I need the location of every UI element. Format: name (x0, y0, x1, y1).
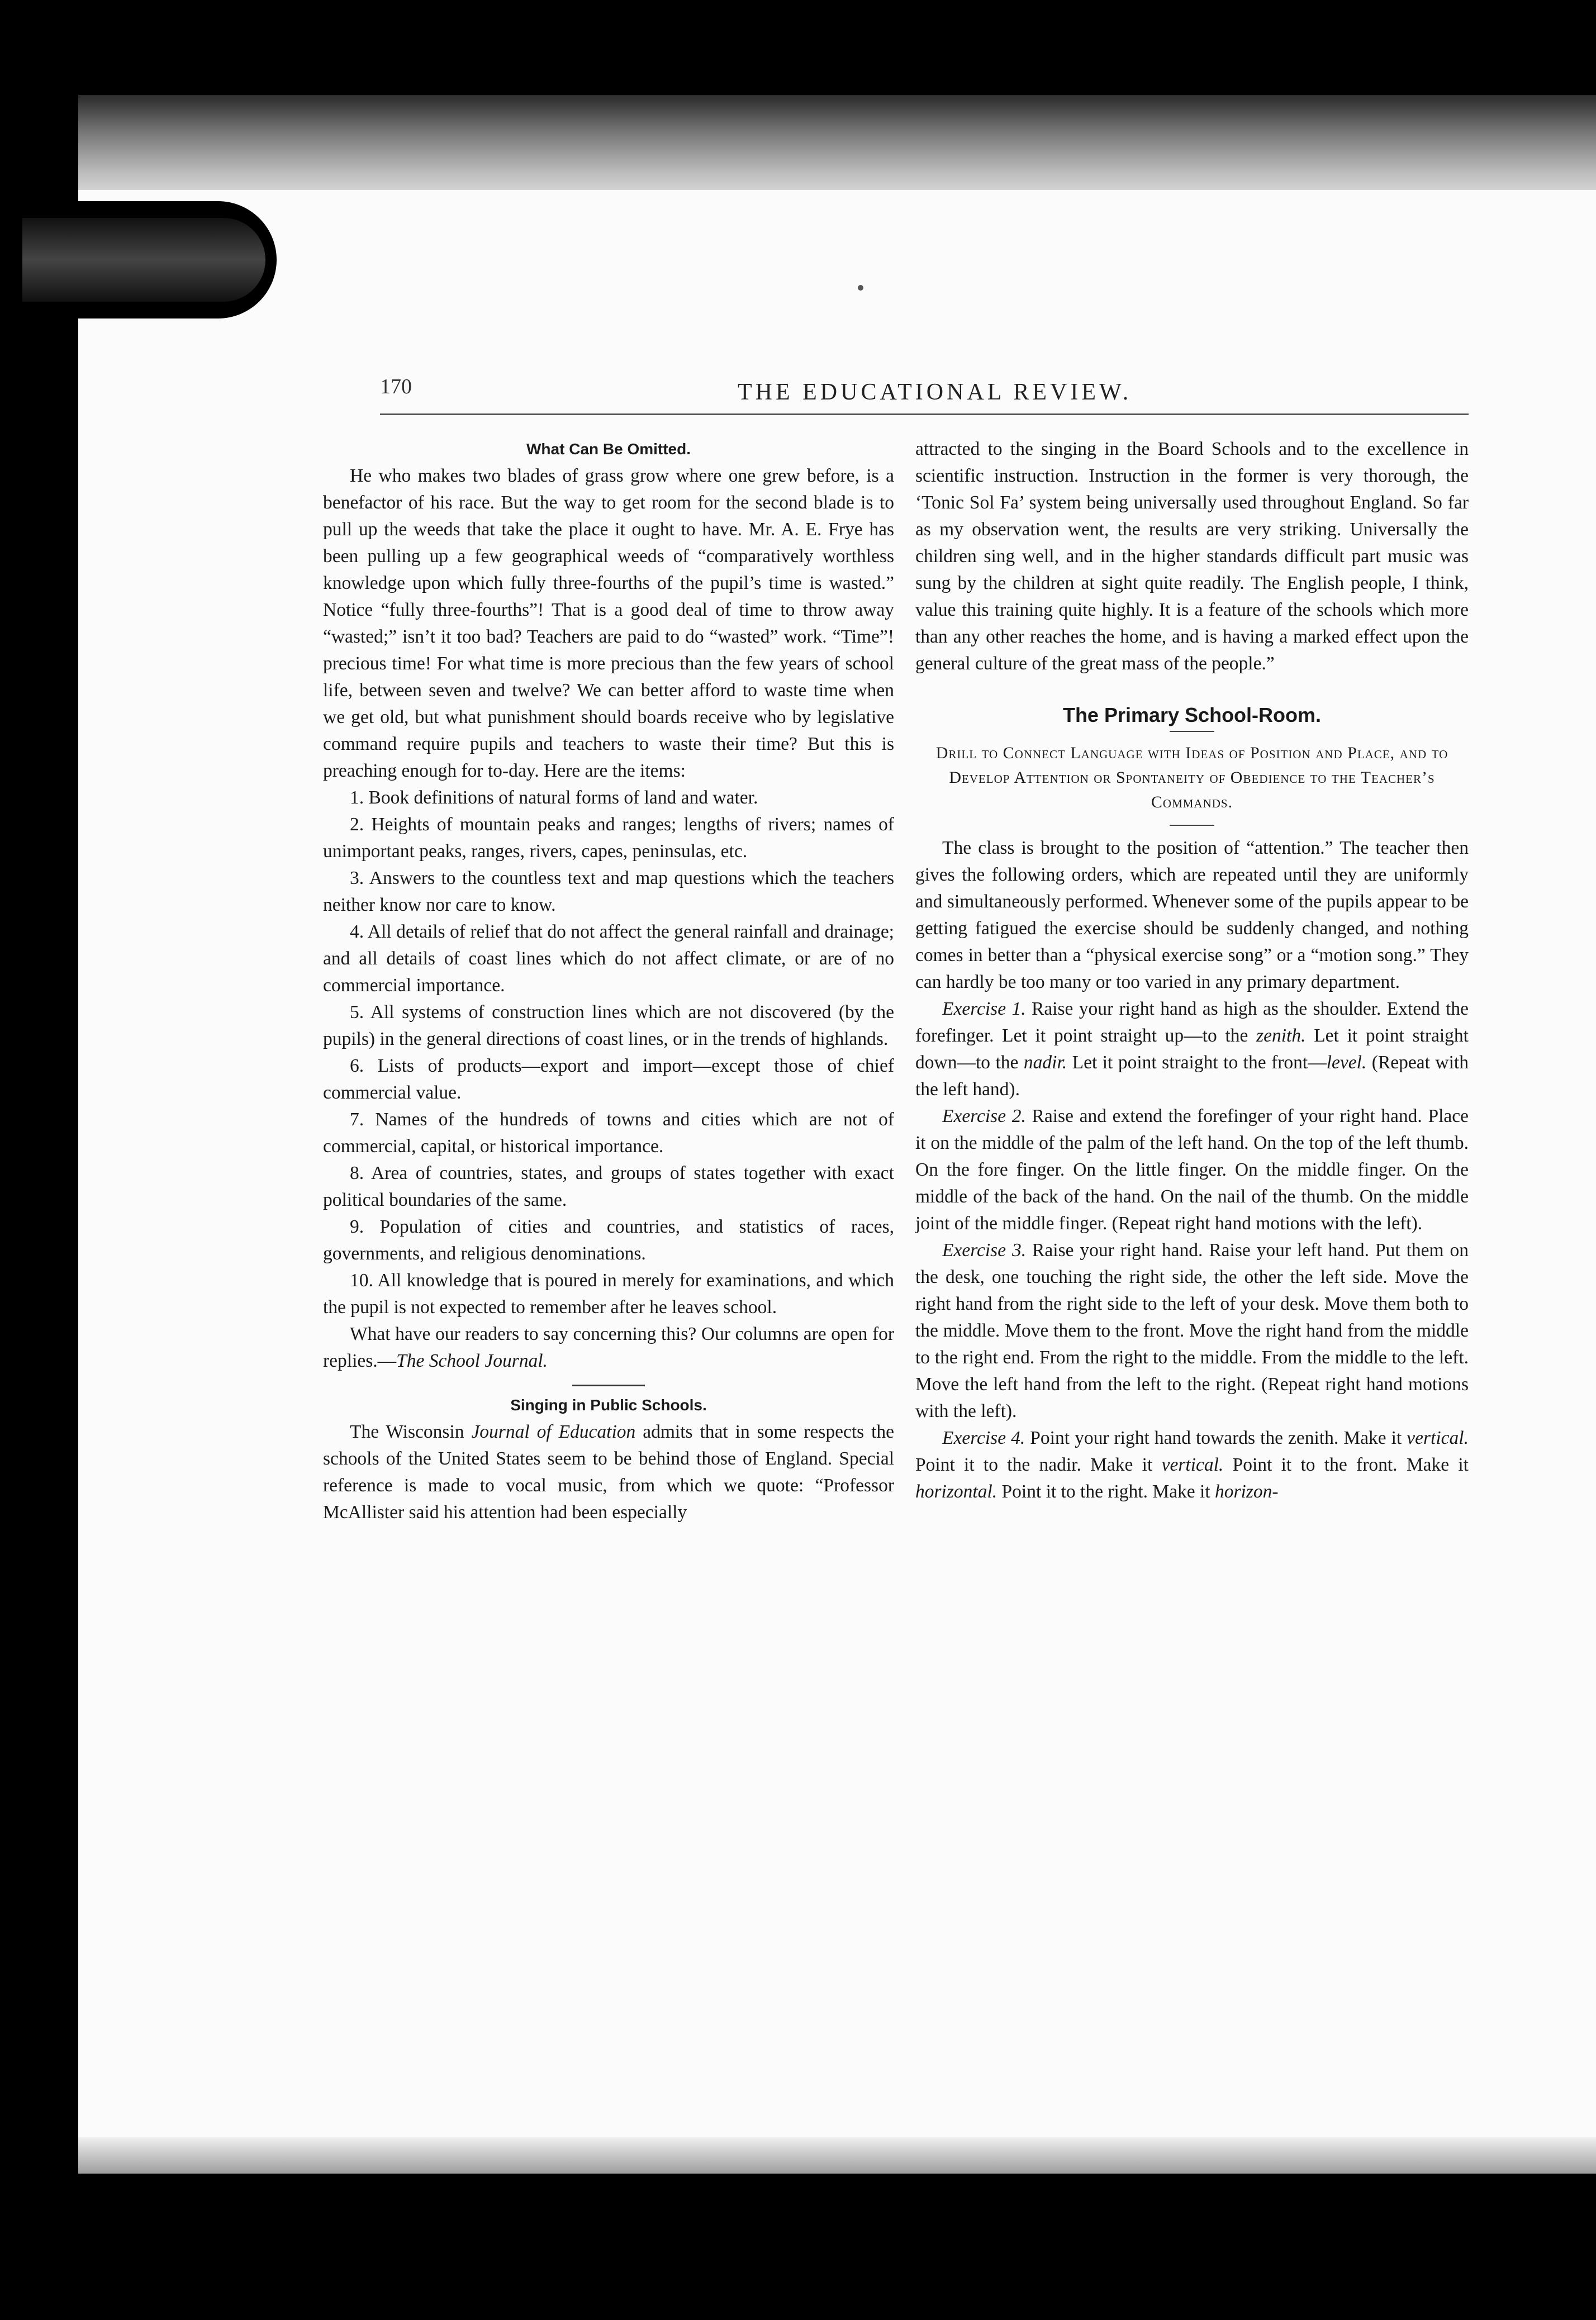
closing-source: The School Journal. (396, 1351, 548, 1371)
article-paragraph: He who makes two blades of grass grow where one grew before, is a benefactor of his race. But the way to get room for the second blade is to pull up the weeds that take the place it ought to have. Mr. A. E. Frye has been pulling up a few geographical weeds of “comparatively worthless knowledge upon which fully three-fourths of the pupil’s time is wasted.” Notice “fully three-fourths”! That is a good deal of time to throw away “wasted;” isn’t it too bad? Teachers are paid to do “wasted” work. “Time”! precious time! For what time is more precious than the few years of school life, between seven and twelve? We can better afford to waste time when we get old, but what punishment should boards receive who by legislative command require pupils and teachers to waste their time? But this is preaching enough for to-day. Here are the items: (323, 465, 894, 781)
list-item: 2. Heights of mountain peaks and ranges; lengths of rivers; names of unimportant peaks, ranges, rivers, capes, peninsulas, etc. (323, 814, 894, 862)
journal-title: THE EDUCATIONAL REVIEW. (738, 379, 1132, 405)
closing-text: What have our readers to say concerning this? Our columns are open for replies.— (323, 1324, 894, 1371)
text-run: nadir. (1023, 1052, 1067, 1073)
list-item: 3. Answers to the countless text and map questions which the teachers neither know nor care to know. (323, 868, 894, 915)
exercise-paragraph (915, 1425, 1469, 1505)
text-run: Let it point straight to the front— (1067, 1052, 1327, 1073)
text-run: Point it to the right. Make it (997, 1481, 1215, 1502)
list-item: 5. All systems of construction lines which are not discovered (by the pupils) in the general directions of coast lines, or in the trends of highlands. (323, 1002, 894, 1049)
article-title-primary: The Primary School-Room. (1062, 703, 1322, 726)
text-run: Raise your right hand. Raise your left hand. Put them on the desk, one touching the right side, the other the left side. Move the right hand from the right side to the left of your desk. Move them both to the middle. Move them to the front. Move the right hand from the middle to the right end. From the right to the middle. From the middle to the left. Move the left hand from the left to the right. (Repeat right hand motions with the left). (915, 1240, 1469, 1422)
text-run: Let it point straight down—to the (915, 1025, 1469, 1073)
publication-title: Journal of Education (471, 1422, 636, 1442)
speck-mark (858, 285, 863, 291)
continued-paragraph: attracted to the singing in the Board Schools and to the excellence in scientific instruction. Instruction in the former is very thorough, the ‘Tonic Sol Fa’ system being universally used throughout England. So far as my observation went, the results are very striking. Universally the children sing well, and in the higher standards difficult part music was sung by the children at sight quite readily. The English people, I think, value this training quite highly. It is a feature of the schools which more than any other reaches the home, and is having a marked effect upon the general culture of the great mass of the people.” (915, 439, 1469, 674)
exercise-label: Exercise 4. (942, 1428, 1025, 1448)
title-rule (1170, 731, 1214, 732)
page-number: 170 (380, 375, 412, 398)
scanner-top-band (0, 0, 1596, 101)
exercise-label: Exercise 3. (942, 1240, 1027, 1261)
text-run: zenith. (1256, 1025, 1306, 1046)
list-item: 4. All details of relief that do not affect the general rainfall and drainage; and all details of coast lines which do not affect climate, or are of no commercial importance. (323, 921, 894, 996)
text-run: Raise and extend the forefinger of your right hand. Place it on the middle of the palm of the left hand. On the top of the left thumb. On the fore finger. On the little finger. On the middle finger. On the middle of the back of the hand. On the nail of the thumb. On the middle joint of the middle finger. (Repeat right hand motions with the left). (915, 1106, 1469, 1234)
right-column (915, 436, 1469, 1505)
list-item: 8. Area of countries, states, and groups of states together with exact political boundaries of the same. (323, 1163, 894, 1210)
text-run: horizon- (1215, 1481, 1279, 1502)
exercise-label: Exercise 1. (942, 999, 1026, 1019)
section-divider (572, 1385, 645, 1386)
exercise-label: Exercise 2. (942, 1106, 1026, 1126)
text-run: vertical. (1161, 1454, 1224, 1475)
text-run: Point it to the nadir. Make it (915, 1454, 1162, 1475)
article-subtitle: Drill to Connect Language with Ideas of Position and Place, and to Develop Attention or Spontaneity of Obedience to the Teacher’s Commands. (935, 744, 1448, 811)
binder-ring (22, 218, 265, 302)
subtitle-rule (1170, 825, 1214, 826)
article-title-omitted: What Can Be Omitted. (526, 440, 691, 458)
text-run: admits that in some respects the schools of the United States seem to be behind those of England. Special reference is made to vocal music, from which we quote: “Professor McAllister said his attention had been especially (323, 1422, 895, 1523)
scanner-bottom-band (0, 2174, 1596, 2320)
closing-paragraph (323, 1321, 894, 1375)
text-run: Raise your right hand as high as the shoulder. Extend the forefinger. Let it point straight up—to the (915, 999, 1469, 1046)
article-paragraph (323, 1419, 894, 1526)
text-run: (Repeat with the left hand). (915, 1052, 1469, 1100)
list-item: 9. Population of cities and countries, and statistics of races, governments, and religious denominations. (323, 1216, 894, 1264)
left-column (323, 436, 894, 1526)
text-run: The Wisconsin (350, 1422, 472, 1442)
exercise-paragraph (915, 1103, 1469, 1237)
article-paragraph: The class is brought to the position of “attention.” The teacher then gives the following orders, which are repeated until they are uniformly and simultaneously performed. Whenever some of the pupils appear to be getting fatigued the exercise should be suddenly changed, and nothing comes in better than a “physical exercise song” or a “motion song.” They can hardly be too many or too varied in any primary department. (915, 838, 1469, 992)
text-run: horizontal. (915, 1481, 998, 1502)
list-item: 7. Names of the hundreds of towns and cities which are not of commercial, capital, or historical importance. (323, 1109, 894, 1157)
text-run: Point your right hand towards the zenith. Make it (1025, 1428, 1407, 1448)
running-header (380, 374, 1498, 408)
text-run: vertical. (1407, 1428, 1469, 1448)
list-item: 10. All knowledge that is poured in merely for examinations, and which the pupil is not expected to remember after he leaves school. (323, 1270, 894, 1318)
text-run: level. (1326, 1052, 1367, 1073)
list-item: 1. Book definitions of natural forms of land and water. (350, 787, 758, 808)
list-item: 6. Lists of products—export and import—except those of chief commercial value. (323, 1056, 894, 1103)
article-title-singing: Singing in Public Schools. (510, 1396, 707, 1414)
exercise-paragraph (915, 1237, 1469, 1425)
exercise-paragraph (915, 996, 1469, 1103)
text-run: Point it to the front. Make it (1223, 1454, 1469, 1475)
header-rule (380, 413, 1469, 415)
